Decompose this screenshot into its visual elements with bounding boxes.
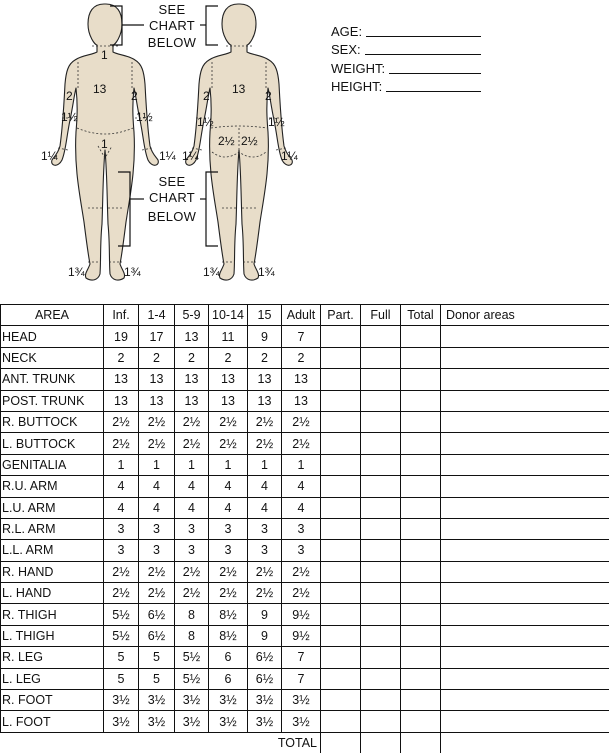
total-entry-cell[interactable] [401,326,441,347]
total-entry-cell[interactable] [401,711,441,732]
percent-cell: 3 [248,540,282,561]
partial-entry-cell[interactable] [321,625,361,646]
total-entry-cell[interactable] [401,497,441,518]
table-row [1,518,609,539]
see-text: SEE [159,174,186,189]
donor-area-entry-cell[interactable] [441,454,609,475]
area-name-cell: L. THIGH [1,625,104,646]
see-text: SEE [159,2,186,17]
percent-cell: 3 [139,518,175,539]
table-row [1,454,609,475]
percent-cell: 4 [139,497,175,518]
back-left-buttock-label: 2½ [241,134,258,148]
partial-entry-cell[interactable] [321,497,361,518]
percent-cell: 9½ [282,625,321,646]
header-full: Full [361,305,401,326]
partial-entry-cell[interactable] [321,561,361,582]
percent-cell: 7 [282,647,321,668]
partial-entry-cell[interactable] [321,390,361,411]
table-row [1,625,609,646]
percent-cell: 2½ [248,561,282,582]
table-row [1,347,609,368]
front-left-hand-label: 1¼ [159,149,177,163]
partial-entry-cell[interactable] [321,411,361,432]
weight-row [331,57,481,76]
area-name-cell: L. HAND [1,583,104,604]
donor-area-entry-cell[interactable] [441,604,609,625]
percent-cell: 2½ [209,411,248,432]
back-right-forearm-label: 1½ [197,115,214,129]
body-diagram [0,0,609,300]
partial-entry-cell[interactable] [321,476,361,497]
area-name-cell: R. HAND [1,561,104,582]
percent-cell: 13 [175,369,209,390]
percent-cell: 3½ [209,711,248,732]
percent-cell: 7 [282,326,321,347]
percent-cell: 3½ [248,690,282,711]
header-donor-areas: Donor areas [441,305,609,326]
percent-cell: 13 [248,390,282,411]
percent-cell: 4 [209,497,248,518]
below-text: BELOW [148,209,197,224]
percent-cell: 2½ [139,583,175,604]
partial-entry-cell[interactable] [321,711,361,732]
percent-cell: 3 [209,518,248,539]
header-1-4: 1-4 [139,305,175,326]
table-row [1,690,609,711]
partial-entry-cell[interactable] [321,604,361,625]
total-label: TOTAL [1,732,321,753]
area-name-cell: NECK [1,347,104,368]
full-entry-cell[interactable] [361,625,401,646]
weight-label: WEIGHT: [331,62,385,76]
donor-area-entry-cell[interactable] [441,668,609,689]
table-row [1,433,609,454]
percent-cell: 4 [248,476,282,497]
header-total: Total [401,305,441,326]
percent-cell: 4 [139,476,175,497]
age-field[interactable] [366,35,481,37]
percent-cell: 2 [139,347,175,368]
donor-area-entry-cell[interactable] [441,369,609,390]
back-body-figure [186,4,293,280]
percent-cell: 4 [175,476,209,497]
full-entry-cell[interactable] [361,454,401,475]
percent-cell: 2 [248,347,282,368]
burn-area-table [0,304,609,753]
sex-row [331,39,481,58]
percent-cell: 3 [104,518,139,539]
percent-cell: 2½ [175,433,209,454]
percent-cell: 3½ [282,690,321,711]
percent-cell: 1 [282,454,321,475]
percent-cell: 9 [248,604,282,625]
table-row [1,711,609,732]
percent-cell: 1 [175,454,209,475]
percent-cell: 13 [282,369,321,390]
full-entry-cell[interactable] [361,390,401,411]
back-trunk-label: 13 [232,82,246,96]
percent-cell: 3½ [209,690,248,711]
full-entry-cell[interactable] [361,711,401,732]
percent-cell: 19 [104,326,139,347]
partial-entry-cell[interactable] [321,583,361,604]
front-left-foot-label: 1¾ [124,265,142,279]
percent-cell: 2½ [104,561,139,582]
partial-entry-cell[interactable] [321,433,361,454]
back-right-hand-label: 1¼ [182,149,200,163]
percent-cell: 3½ [175,690,209,711]
donor-area-entry-cell[interactable] [441,411,609,432]
donor-area-entry-cell[interactable] [441,540,609,561]
area-name-cell: L.U. ARM [1,497,104,518]
percent-cell: 5½ [175,668,209,689]
height-field[interactable] [386,90,481,92]
donor-area-entry-cell[interactable] [441,497,609,518]
percent-cell: 13 [175,390,209,411]
percent-cell: 2½ [248,583,282,604]
percent-cell: 2 [282,347,321,368]
percent-cell: 3½ [104,711,139,732]
front-right-upper-arm-label: 2 [66,89,73,103]
full-entry-cell[interactable] [361,604,401,625]
partial-entry-cell[interactable] [321,369,361,390]
donor-area-entry-cell[interactable] [441,518,609,539]
percent-cell: 3 [175,540,209,561]
percent-cell: 5 [139,668,175,689]
donor-area-entry-cell[interactable] [441,326,609,347]
percent-cell: 2½ [175,411,209,432]
percent-cell: 5½ [104,604,139,625]
partial-entry-cell[interactable] [321,518,361,539]
total-entry-cell[interactable] [401,433,441,454]
percent-cell: 6½ [248,668,282,689]
weight-field[interactable] [389,72,481,74]
percent-cell: 13 [139,369,175,390]
percent-cell: 3 [104,540,139,561]
partial-entry-cell[interactable] [321,647,361,668]
total-entry-cell[interactable] [401,668,441,689]
full-entry-cell[interactable] [361,690,401,711]
front-neck-label: 1 [101,48,108,62]
front-left-forearm-label: 1½ [136,110,153,124]
donor-area-entry-cell[interactable] [441,347,609,368]
donor-area-entry-cell[interactable] [441,647,609,668]
percent-cell: 2½ [175,583,209,604]
percent-cell: 3 [139,540,175,561]
total-entry-cell[interactable] [401,690,441,711]
percent-cell: 13 [282,390,321,411]
table-header-row [1,305,609,326]
partial-entry-cell[interactable] [321,347,361,368]
total-entry-cell[interactable] [401,369,441,390]
percent-cell: 2½ [175,561,209,582]
table-row [1,497,609,518]
percent-cell: 2½ [139,411,175,432]
percent-cell: 13 [139,390,175,411]
table-row [1,604,609,625]
percent-cell: 3½ [139,690,175,711]
see-chart-note-bottom [148,174,197,224]
table-row [1,561,609,582]
full-entry-cell[interactable] [361,476,401,497]
header-inf: Inf. [104,305,139,326]
full-entry-cell[interactable] [361,369,401,390]
table-row [1,476,609,497]
back-right-upper-arm-label: 2 [203,89,210,103]
percent-cell: 2½ [282,411,321,432]
percent-cell: 2 [209,347,248,368]
table-row [1,668,609,689]
chart-text: CHART [149,190,195,205]
percent-cell: 6½ [248,647,282,668]
percent-cell: 9 [248,326,282,347]
see-chart-note-top [148,2,197,50]
percent-cell: 3 [175,518,209,539]
percent-cell: 2½ [104,433,139,454]
percent-cell: 4 [248,497,282,518]
percent-cell: 3½ [248,711,282,732]
percent-cell: 2½ [139,433,175,454]
front-genitalia-label: 1 [101,137,108,151]
percent-cell: 2 [175,347,209,368]
sex-field[interactable] [365,53,481,55]
donor-area-entry-cell[interactable] [441,583,609,604]
full-entry-cell[interactable] [361,647,401,668]
percent-cell: 3 [248,518,282,539]
full-entry-cell[interactable] [361,540,401,561]
total-entry-cell[interactable] [401,476,441,497]
area-name-cell: R. BUTTOCK [1,411,104,432]
front-trunk-label: 13 [93,82,107,96]
percent-cell: 17 [139,326,175,347]
back-right-foot-label: 1¾ [203,265,221,279]
total-entry-cell[interactable] [401,540,441,561]
header-partial: Part. [321,305,361,326]
percent-cell: 13 [104,390,139,411]
percent-cell: 6 [209,668,248,689]
percent-cell: 8 [175,604,209,625]
age-row [331,20,481,39]
full-entry-cell[interactable] [361,411,401,432]
percent-cell: 2½ [104,583,139,604]
table-row [1,390,609,411]
height-label: HEIGHT: [331,80,382,94]
header-adult: Adult [282,305,321,326]
area-name-cell: HEAD [1,326,104,347]
header-15: 15 [248,305,282,326]
area-name-cell: L. FOOT [1,711,104,732]
full-entry-cell[interactable] [361,668,401,689]
donor-area-entry-cell[interactable] [441,625,609,646]
table-row [1,540,609,561]
percent-cell: 1 [104,454,139,475]
back-right-buttock-label: 2½ [218,134,235,148]
percent-cell: 2½ [209,583,248,604]
percent-cell: 13 [209,369,248,390]
percent-cell: 8½ [209,604,248,625]
partial-entry-cell[interactable] [321,690,361,711]
percent-cell: 9 [248,625,282,646]
front-right-forearm-label: 1½ [61,110,78,124]
percent-cell: 5½ [175,647,209,668]
donor-area-entry-cell[interactable] [441,711,609,732]
area-name-cell: R. THIGH [1,604,104,625]
total-entry-cell[interactable] [401,518,441,539]
donor-area-entry-cell[interactable] [441,690,609,711]
patient-info [331,20,481,94]
percent-cell: 4 [175,497,209,518]
percent-cell: 3½ [175,711,209,732]
percent-cell: 2½ [209,433,248,454]
percent-cell: 4 [282,476,321,497]
area-name-cell: L. LEG [1,668,104,689]
percent-cell: 3½ [104,690,139,711]
percent-cell: 5 [104,647,139,668]
partial-entry-cell[interactable] [321,668,361,689]
percent-cell: 3 [282,540,321,561]
percent-cell: 2½ [209,561,248,582]
header-10-14: 10-14 [209,305,248,326]
area-name-cell: R. LEG [1,647,104,668]
back-left-upper-arm-label: 2 [265,89,272,103]
area-name-cell: L. BUTTOCK [1,433,104,454]
total-entry-cell[interactable] [401,454,441,475]
donor-area-entry-cell[interactable] [441,561,609,582]
total-entry-cell[interactable] [401,411,441,432]
full-entry-cell[interactable] [361,433,401,454]
full-entry-cell[interactable] [361,561,401,582]
percent-cell: 3½ [139,711,175,732]
back-left-forearm-label: 1½ [268,115,285,129]
full-entry-cell[interactable] [361,583,401,604]
percent-cell: 11 [209,326,248,347]
percent-cell: 3 [282,518,321,539]
percent-cell: 13 [104,369,139,390]
percent-cell: 4 [104,497,139,518]
percent-cell: 1 [248,454,282,475]
partial-entry-cell[interactable] [321,454,361,475]
donor-area-entry-cell[interactable] [441,390,609,411]
percent-cell: 2 [104,347,139,368]
percent-cell: 2½ [282,561,321,582]
percent-cell: 5 [139,647,175,668]
chart-text: CHART [149,18,195,33]
area-name-cell: R. FOOT [1,690,104,711]
percent-cell: 13 [209,390,248,411]
percent-cell: 13 [175,326,209,347]
total-entry-cell[interactable] [401,390,441,411]
partial-entry-cell[interactable] [321,326,361,347]
donor-area-entry-cell[interactable] [441,433,609,454]
area-name-cell: R.U. ARM [1,476,104,497]
percent-cell: 2½ [139,561,175,582]
sex-label: SEX: [331,43,361,57]
table-row [1,647,609,668]
total-entry-cell[interactable] [401,604,441,625]
full-entry-cell[interactable] [361,326,401,347]
table-body [1,326,609,753]
partial-entry-cell[interactable] [321,540,361,561]
percent-cell: 8½ [209,625,248,646]
percent-cell: 6½ [139,625,175,646]
percent-cell: 3 [209,540,248,561]
percent-cell: 4 [104,476,139,497]
percent-cell: 5½ [104,625,139,646]
header-area: AREA [1,305,104,326]
height-row [331,76,481,95]
percent-cell: 9½ [282,604,321,625]
percent-cell: 6 [209,647,248,668]
header-5-9: 5-9 [175,305,209,326]
full-entry-cell[interactable] [361,518,401,539]
area-name-cell: POST. TRUNK [1,390,104,411]
percent-cell: 2½ [282,583,321,604]
table-row [1,326,609,347]
back-left-foot-label: 1¾ [258,265,276,279]
full-entry-cell[interactable] [361,497,401,518]
percent-cell: 1 [209,454,248,475]
front-left-upper-arm-label: 2 [131,89,138,103]
total-entry-cell[interactable] [401,647,441,668]
percent-cell: 2½ [104,411,139,432]
percent-cell: 7 [282,668,321,689]
area-name-cell: L.L. ARM [1,540,104,561]
total-entry-cell[interactable] [401,583,441,604]
donor-area-entry-cell[interactable] [441,476,609,497]
below-text: BELOW [148,35,197,50]
percent-cell: 2½ [248,433,282,454]
back-left-hand-label: 1¼ [281,149,299,163]
percent-cell: 6½ [139,604,175,625]
percent-cell: 2½ [282,433,321,454]
total-entry-cell[interactable] [401,561,441,582]
front-right-hand-label: 1¼ [41,149,59,163]
age-label: AGE: [331,25,362,39]
area-name-cell: R.L. ARM [1,518,104,539]
total-entry-cell[interactable] [401,347,441,368]
percent-cell: 4 [209,476,248,497]
table-row [1,583,609,604]
table-row [1,411,609,432]
front-right-foot-label: 1¾ [68,265,86,279]
percent-cell: 3½ [282,711,321,732]
percent-cell: 1 [139,454,175,475]
percent-cell: 8 [175,625,209,646]
percent-cell: 4 [282,497,321,518]
area-name-cell: GENITALIA [1,454,104,475]
table-row [1,369,609,390]
percent-cell: 5 [104,668,139,689]
percent-cell: 13 [248,369,282,390]
percent-cell: 2½ [248,411,282,432]
full-entry-cell[interactable] [361,347,401,368]
area-name-cell: ANT. TRUNK [1,369,104,390]
total-entry-cell[interactable] [401,625,441,646]
